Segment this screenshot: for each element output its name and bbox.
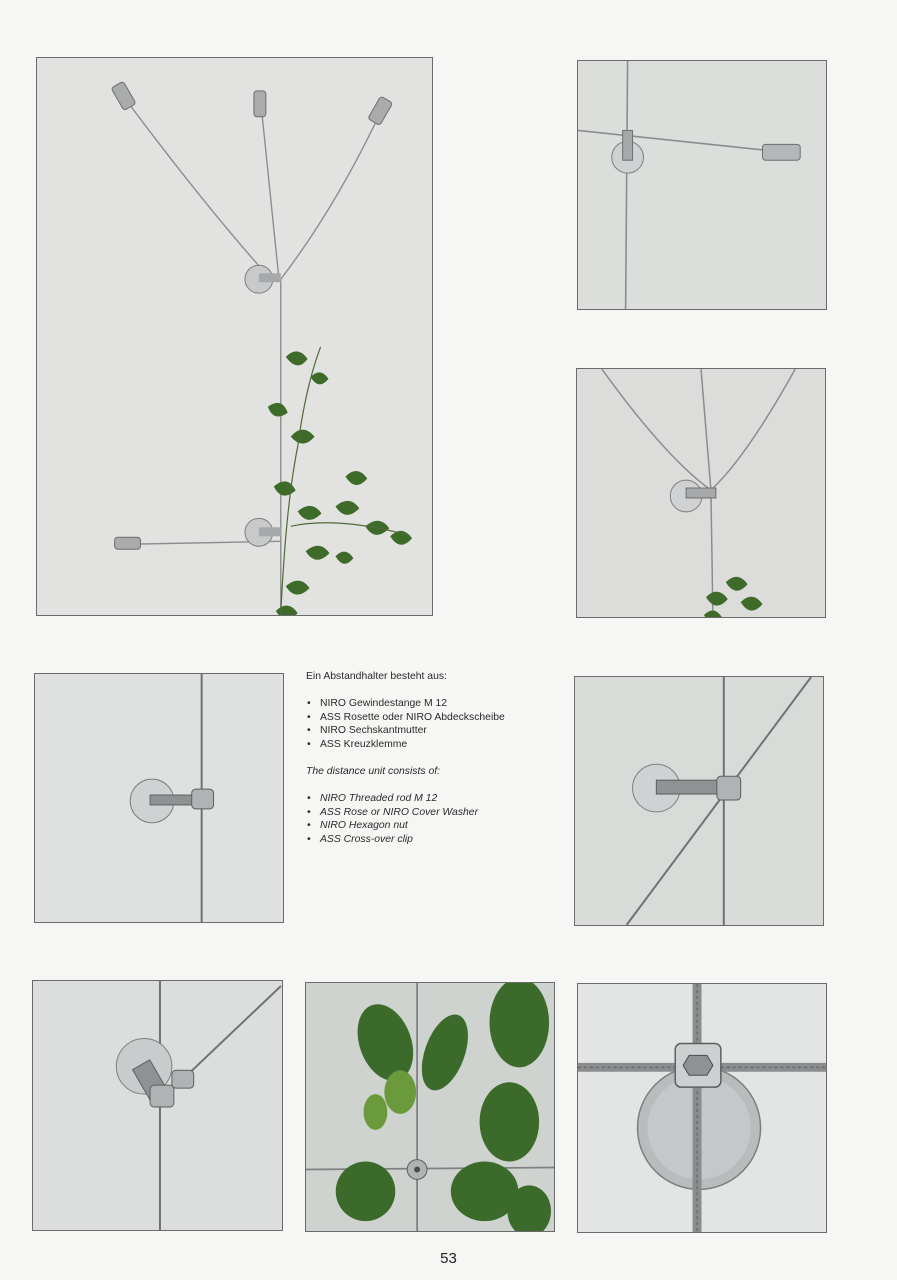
description-text (306, 670, 556, 846)
photo-distance-unit (34, 673, 284, 923)
list-item: • ASS Kreuzklemme (306, 738, 556, 751)
photo-cable-junction (576, 368, 826, 618)
photo-clip-closeup (577, 983, 827, 1233)
photo-cable-tensioner (577, 60, 827, 310)
english-heading: The distance unit consists of: (306, 766, 440, 778)
list-item: • ASS Rose or NIRO Cover Washer (306, 806, 556, 819)
list-item: • ASS Cross-over clip (306, 833, 556, 846)
photo-foliage-clip (305, 982, 555, 1232)
list-item: • NIRO Gewindestange M 12 (306, 697, 556, 710)
list-item: • NIRO Threaded rod M 12 (306, 792, 556, 805)
german-heading: Ein Abstandhalter besteht aus: (306, 671, 447, 682)
english-list (306, 792, 556, 846)
photo-angled-clip (32, 980, 283, 1231)
page-number: 53 (440, 1250, 457, 1267)
list-item: • ASS Rosette oder NIRO Abdeckscheibe (306, 711, 556, 724)
list-item: • NIRO Sechskantmutter (306, 724, 556, 737)
photo-fan-trellis (36, 57, 433, 616)
photo-cross-over-clip (574, 676, 824, 926)
german-list (306, 697, 556, 751)
list-item: • NIRO Hexagon nut (306, 819, 556, 832)
